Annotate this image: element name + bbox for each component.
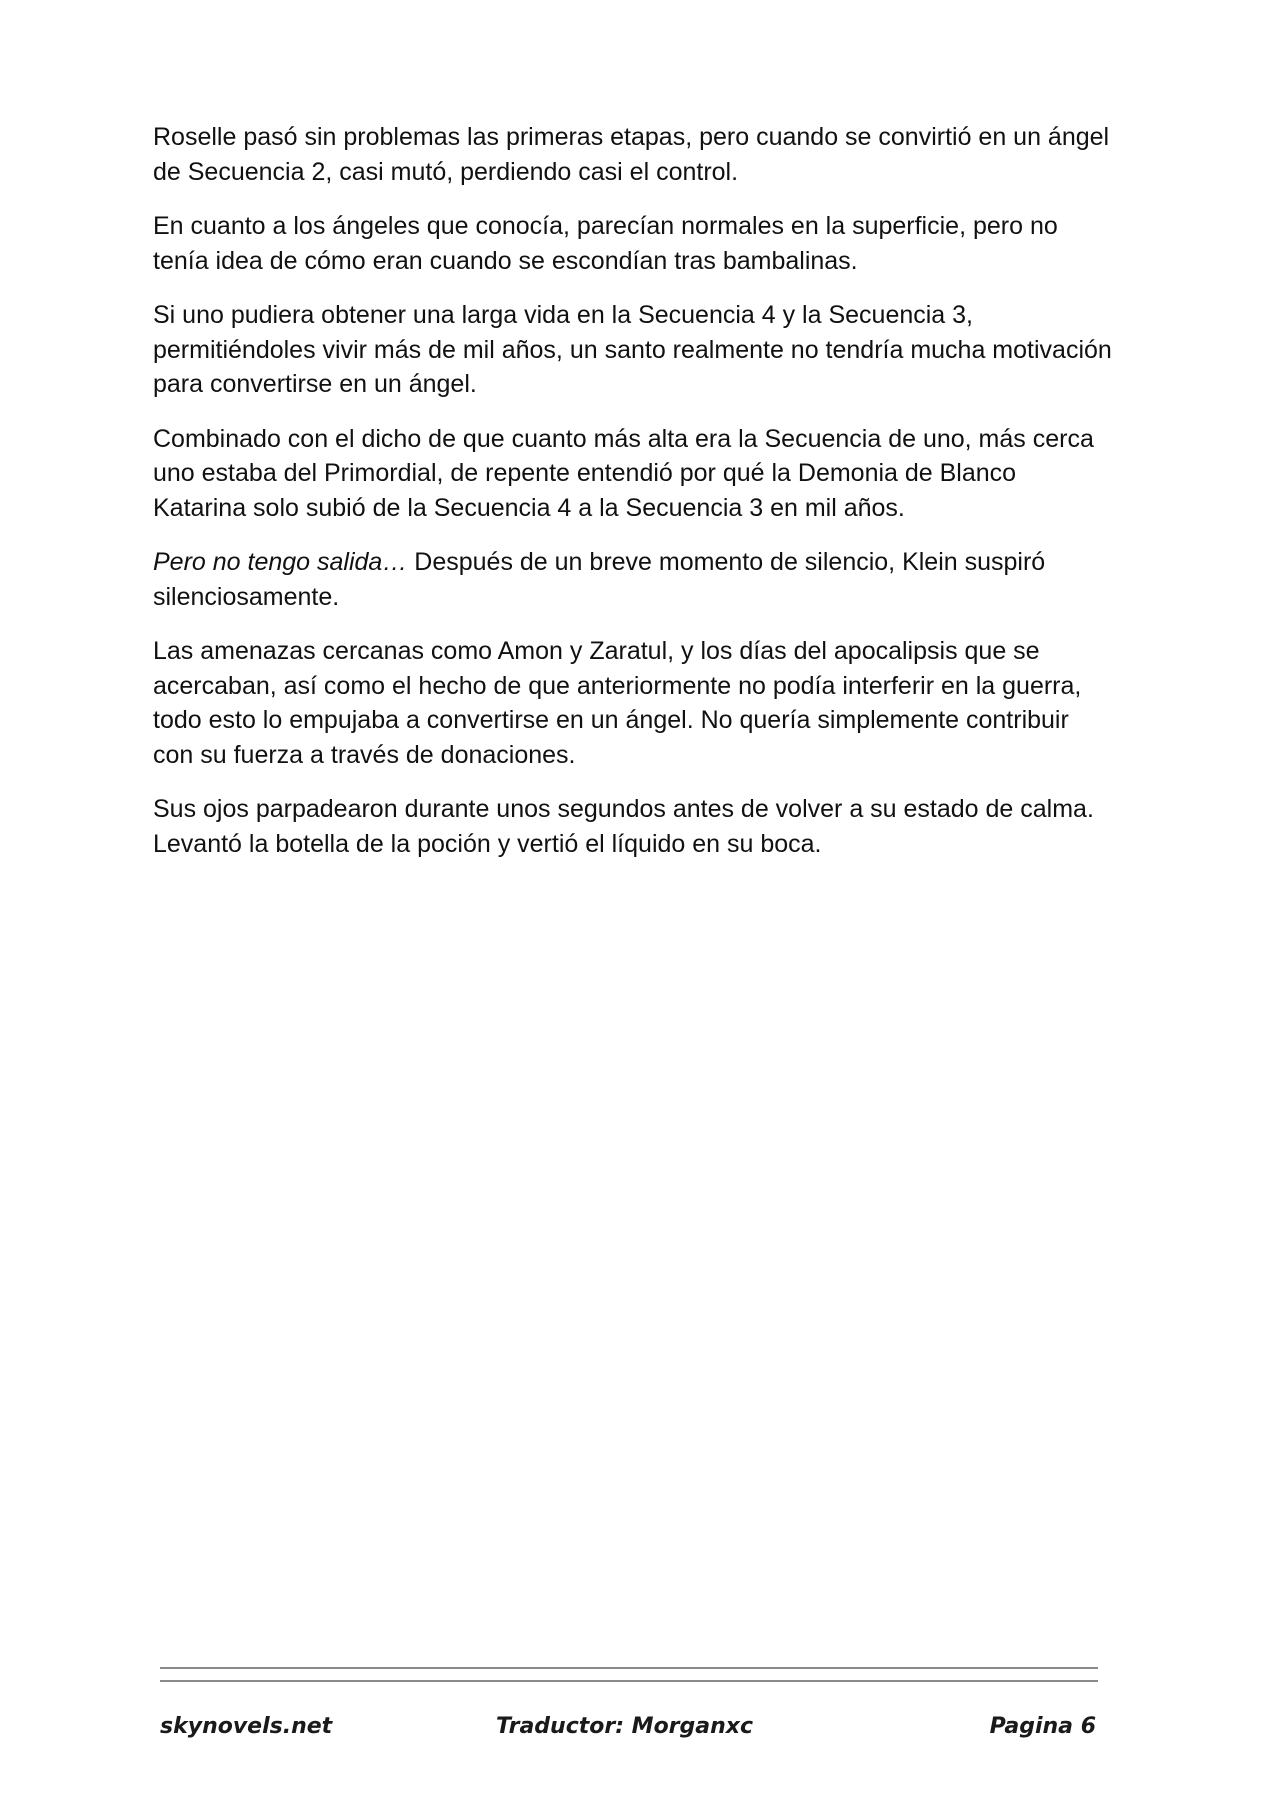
footer-divider <box>160 1667 1098 1669</box>
italic-thought: Pero no tengo salida… <box>153 548 408 576</box>
page-number: Pagina 6 <box>989 1714 1096 1739</box>
paragraph: Sus ojos parpadearon durante unos segundos antes de volver a su estado de calma. Levantó la botella de la poción y vertió el líquido en su boca. <box>153 795 1094 858</box>
paragraph: Combinado con el dicho de que cuanto más alta era la Secuencia de uno, más cerca uno estaba del Primordial, de repente entendió por qué la Demonia de Blanco Katarina solo subió de la Secuencia 4 a la Secuencia 3 en mil años. <box>153 424 1094 522</box>
footer-translator: Traductor: Morganxc <box>496 1714 754 1739</box>
paragraph: Las amenazas cercanas como Amon y Zaratul, y los días del apocalipsis que se acercaban, así como el hecho de que anteriormente no podía interferir en la guerra, todo esto lo empujaba a convertirse en un ángel. No quería simplemente contribuir con su fuerza a través de donaciones. <box>153 637 1082 769</box>
paragraph: En cuanto a los ángeles que conocía, parecían normales en la superficie, pero no tenía idea de cómo eran cuando se escondían tras bambalinas. <box>153 212 1058 275</box>
paragraph: Pero no tengo salida… Después de un breve momento de silencio, Klein suspiró silenciosamente. <box>153 548 1046 611</box>
page-footer <box>160 1714 1098 1748</box>
paragraph: Si uno pudiera obtener una larga vida en la Secuencia 4 y la Secuencia 3, permitiéndoles vivir más de mil años, un santo realmente no tendría mucha motivación para convertirse en un ángel. <box>153 301 1112 398</box>
footer-site: skynovels.net <box>160 1714 333 1739</box>
paragraph: Roselle pasó sin problemas las primeras etapas, pero cuando se convirtió en un ángel de Secuencia 2, casi mutó, perdiendo casi el control. <box>153 123 1110 186</box>
footer-divider <box>160 1680 1098 1682</box>
document-body <box>153 120 1113 881</box>
